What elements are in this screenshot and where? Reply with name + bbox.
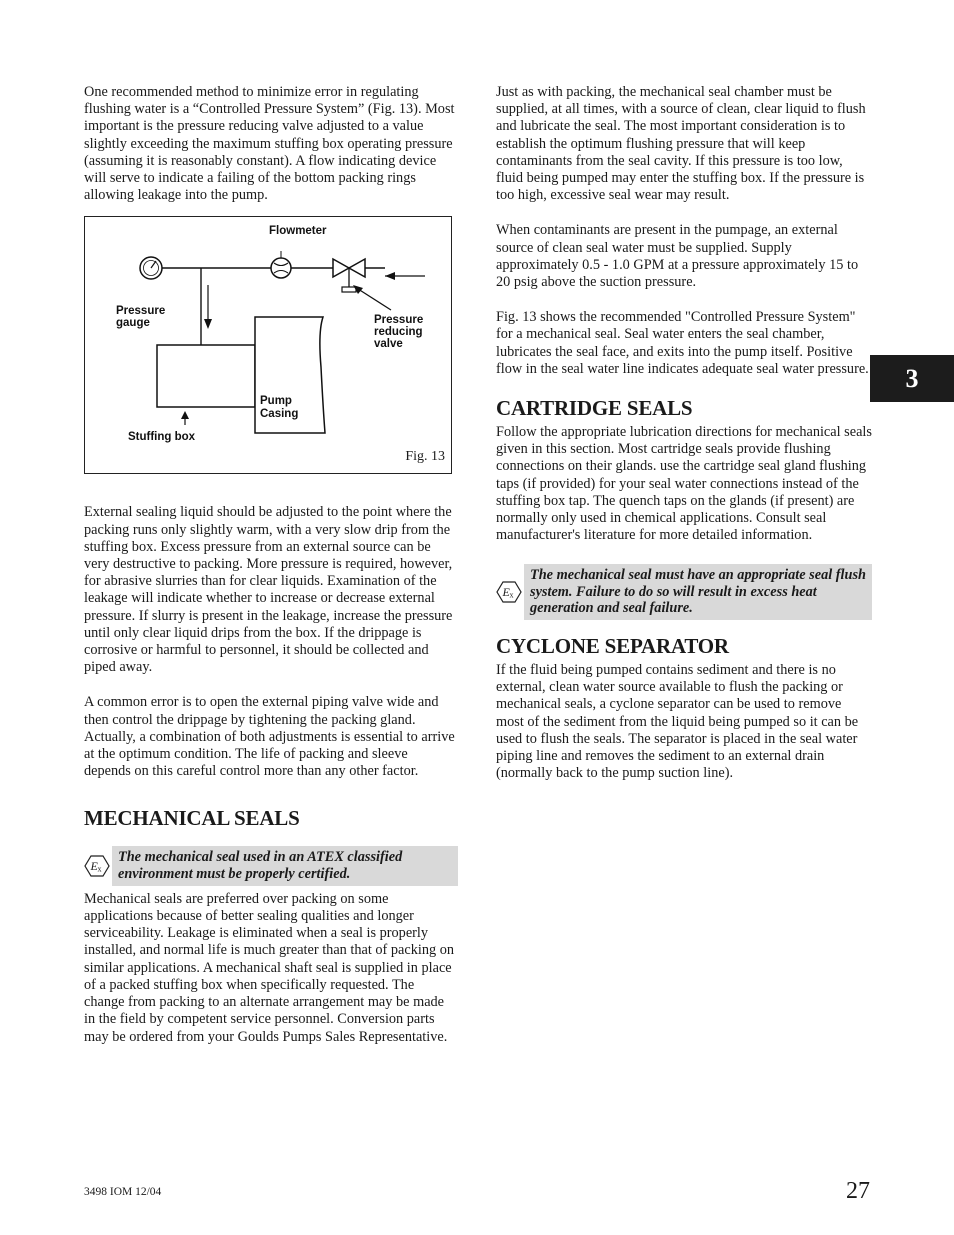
page-number: 27 bbox=[846, 1178, 870, 1204]
paragraph-controlled-pressure: One recommended method to minimize error in regulating flushing water is a “Controlled Pressure System” (Fig. 13). Most important is the pressure reducing valve adjusted to a value slightly exceeding the maximum stuffing box operating pressure (assuming it is reasonably constant). A flow indicating device will serve to indicate a failing of the bottom packing rings allowing leakage into the pump. bbox=[84, 84, 455, 204]
label-flowmeter: Flowmeter bbox=[269, 225, 327, 238]
warning-seal-flush bbox=[496, 564, 872, 620]
warning-text: The mechanical seal must have an appropriate seal flush system. Failure to do so will result in excess heat generation and seal failure. bbox=[524, 564, 872, 620]
controlled-pressure-diagram bbox=[85, 217, 453, 475]
paragraph-cartridge-seals: Follow the appropriate lubrication directions for mechanical seals given in this section. Most cartridge seals provide flushing connections on their glands. use the cartridge seal gland flushing taps (if provided) for your seal water connections instead of the stuffing box tap. The quench taps on the glands (if present) are normally only used in chemical applications. Consult seal manufacturer's literature for more detailed information. bbox=[496, 424, 872, 544]
paragraph-external-sealing: External sealing liquid should be adjusted to the point where the packing runs only slightly warm, with a very slow drip from the stuffing box. Excess pressure from an external source can be very destructive to packing. More pressure is required, however, for abrasive slurries than for clear liquids. Examination of the leakage will indicate whether to increase or decrease external pressure. If slurry is present in the leakage, increase the pressure until only clear liquid drips from the box. If the drippage is corrosive or harmful to personnel, it should be collected and piped away. bbox=[84, 504, 453, 676]
label-pump-casing-1: Pump bbox=[260, 395, 292, 408]
label-prv-3: valve bbox=[374, 338, 403, 351]
figure-caption: Fig. 13 bbox=[405, 449, 445, 465]
warning-atex-certification bbox=[84, 846, 458, 885]
label-pump-casing-2: Casing bbox=[260, 408, 299, 421]
heading-mechanical-seals: MECHANICAL SEALS bbox=[84, 806, 300, 831]
svg-text:E: E bbox=[90, 859, 98, 874]
paragraph-mechanical-seals: Mechanical seals are preferred over packing on some applications because of better sealing qualities and longer serviceability. Leakage is eliminated when a seal is properly installed, and normal life is much greater than that of packing on similar applications. A mechanical shaft seal is supplied in place of a packed stuffing box when specifically requested. The change from packing to an alternate arrangement may be made in the field by competent service personnel. Conversion parts may be ordered from your Goulds Pumps Sales Representative. bbox=[84, 890, 455, 1045]
heading-cartridge-seals: CARTRIDGE SEALS bbox=[496, 396, 693, 421]
warning-text: The mechanical seal used in an ATEX classified environment must be properly certified. bbox=[112, 846, 458, 885]
paragraph-contaminants: When contaminants are present in the pumpage, an external source of clean seal water must be supplied. Supply approximately 0.5 - 1.0 GPM at a pressure approximately 15 to 20 psig above the suction pressure. bbox=[496, 222, 859, 291]
pressure-reducing-valve-icon bbox=[333, 259, 349, 277]
stuffing-box-shape bbox=[157, 345, 255, 407]
svg-text:x: x bbox=[97, 864, 102, 874]
paragraph-seal-chamber: Just as with packing, the mechanical seal chamber must be supplied, at all times, with a source of clean, clear liquid to flush and lubricate the seal. The most important consideration is to establish the optimum flushing pressure that will keep contaminants from the seal cavity. If this pressure is too low, fluid being pumped may enter the stuffing box. If the pressure is too high, excessive seal wear may result. bbox=[496, 84, 866, 204]
section-tab-marker: 3 bbox=[870, 355, 954, 402]
footer-doc-code: 3498 IOM 12/04 bbox=[84, 1186, 162, 1198]
label-pressure-gauge-1: Pressure bbox=[116, 305, 166, 318]
paragraph-cyclone-separator: If the fluid being pumped contains sediment and there is no external, clean water source available to flush the packing or mechanical seals, a cyclone separator can be used to remove most of the sediment from the liquid being pumped so it can be used to flush the seals. The separator is placed in the seal water piping line and removes the sediment to an external drain (normally back to the pump suction line). bbox=[496, 662, 859, 782]
heading-cyclone-separator: CYCLONE SEPARATOR bbox=[496, 634, 729, 659]
paragraph-common-error: A common error is to open the external piping valve wide and then control the drippage by tightening the packing gland. Actually, a combination of both adjustments is essential to arrive at the optimum condition. The life of packing and sleeve depends on this careful control more than any other factor. bbox=[84, 694, 455, 780]
right-column bbox=[496, 84, 872, 783]
atex-ex-icon bbox=[84, 854, 112, 878]
figure-13 bbox=[84, 216, 452, 474]
atex-ex-icon bbox=[496, 580, 524, 604]
flowmeter-icon bbox=[271, 258, 291, 278]
svg-text:x: x bbox=[509, 590, 514, 600]
label-stuffing-box: Stuffing box bbox=[128, 431, 196, 444]
paragraph-fig13-reference: Fig. 13 shows the recommended "Controlled Pressure System" for a mechanical seal. Seal water enters the seal chamber, lubricates the seal face, and exits into the pump itself. Positive flow in the seal water line indicates adequate seal water pressure. bbox=[496, 309, 869, 377]
label-prv-2: reducing bbox=[374, 326, 423, 339]
label-pressure-gauge-2: gauge bbox=[116, 317, 150, 330]
label-prv-1: Pressure bbox=[374, 314, 424, 327]
svg-text:E: E bbox=[502, 585, 510, 600]
left-column bbox=[84, 84, 458, 1046]
